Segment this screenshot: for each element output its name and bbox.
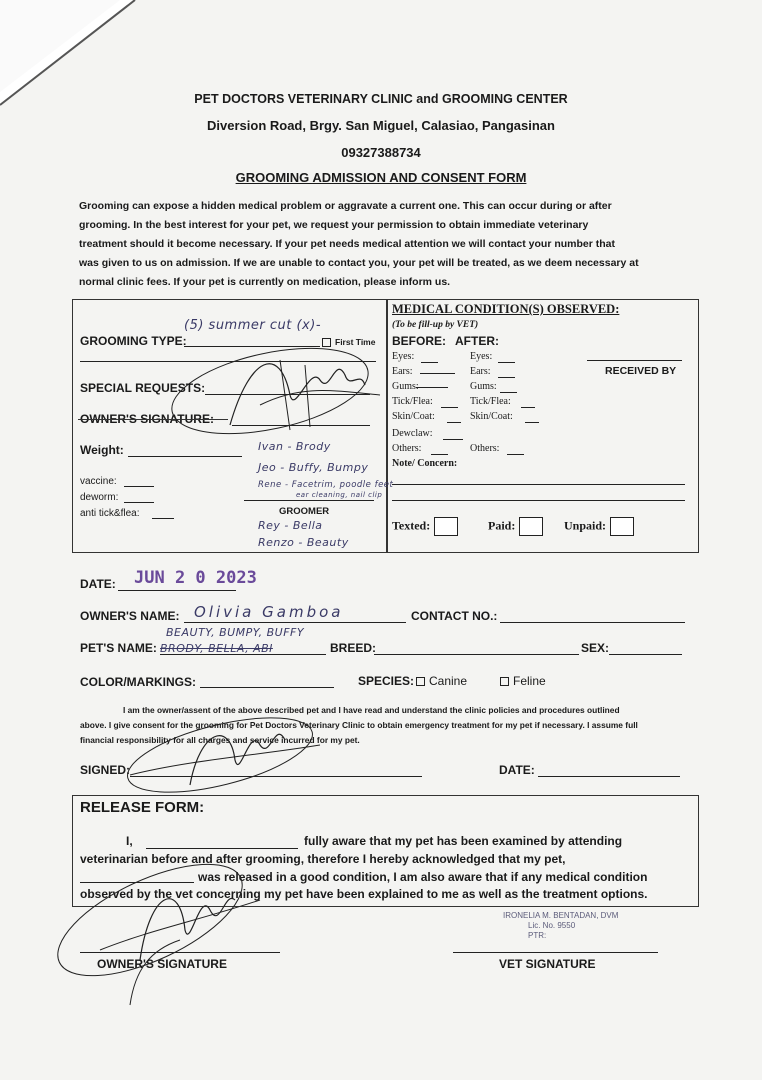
release-title: RELEASE FORM: [80, 799, 205, 816]
texted-checkbox[interactable] [392, 517, 458, 536]
species-label: SPECIES: [358, 674, 415, 688]
paid-label: Paid: [488, 518, 516, 533]
weight-note: ear cleaning, nail clip [296, 491, 383, 499]
cond-before: Gums: [392, 381, 419, 392]
consent-line: financial responsibility for all charges and service incurred for my pet. [80, 735, 360, 745]
date-stamp: JUN 2 0 2023 [134, 568, 257, 588]
vet-stamp-line: PTR: [528, 931, 547, 940]
owner-name-label: OWNER'S NAME: [80, 609, 180, 623]
cond-after: Skin/Coat: [470, 411, 513, 422]
weight-note: Rene - Facetrim, poodle feet [258, 480, 394, 490]
anti-tick-label: anti tick&flea: [80, 508, 140, 519]
deworm-label: deworm: [80, 492, 119, 503]
cond-before: Tick/Flea: [392, 396, 433, 407]
color-label: COLOR/MARKINGS: [80, 675, 196, 689]
medical-subtitle: (To be fill-up by VET) [392, 320, 479, 330]
vet-stamp [503, 911, 618, 941]
weight-note: Jeo - Buffy, Bumpy [258, 461, 369, 474]
cond-after: Eyes: [470, 351, 493, 362]
cond-before: Skin/Coat: [392, 411, 435, 422]
texted-box[interactable] [434, 517, 458, 536]
unpaid-checkbox[interactable] [564, 517, 634, 536]
special-requests-label: SPECIAL REQUESTS: [80, 381, 206, 395]
unpaid-label: Unpaid: [564, 518, 607, 533]
paid-box[interactable] [519, 517, 543, 536]
vaccine-label: vaccine: [80, 476, 117, 487]
cond-before: Others: [392, 443, 422, 454]
release-line4: observed by the vet concerning my pet have been explained to me as well as the treatment options. [80, 887, 648, 901]
intro-paragraph [79, 197, 686, 292]
release-i: I, [126, 834, 133, 848]
grooming-type-label: GROOMING TYPE: [80, 334, 187, 348]
vet-signature-caption: VET SIGNATURE [499, 957, 596, 971]
cond-before: Eyes: [392, 351, 415, 362]
cond-after: Tick/Flea: [470, 396, 511, 407]
clinic-name: PET DOCTORS VETERINARY CLINIC and GROOMING CENTER [194, 92, 568, 106]
intro-line: Grooming can expose a hidden medical problem or aggravate a current one. This can occur during or after [79, 200, 612, 212]
sex-label: SEX: [581, 641, 610, 655]
received-by-label: RECEIVED BY [605, 365, 677, 377]
date-label: DATE: [80, 577, 116, 591]
note-label: Note/ Concern: [392, 458, 458, 469]
canine-label: Canine [429, 674, 468, 688]
cond-after: Gums: [470, 381, 497, 392]
canine-option[interactable] [416, 674, 467, 688]
texted-label: Texted: [392, 518, 431, 533]
before-label: BEFORE: [392, 334, 446, 348]
unpaid-box[interactable] [610, 517, 634, 536]
vet-stamp-line: IRONELIA M. BENTADAN, DVM [503, 911, 619, 920]
feline-option[interactable] [500, 674, 546, 688]
clinic-address: Diversion Road, Brgy. San Miguel, Calasiao, Pangasinan [207, 118, 555, 133]
release-line1-text: fully aware that my pet has been examined by attending [304, 834, 623, 848]
intro-line: treatment should it become necessary. If your pet needs medical attention we will contact your number that [79, 238, 616, 250]
form-title: GROOMING ADMISSION AND CONSENT FORM [235, 170, 527, 185]
pet-name-label: PET'S NAME: [80, 641, 157, 655]
contact-label: CONTACT NO.: [411, 609, 498, 623]
breed-label: BREED: [330, 641, 377, 655]
feline-box[interactable] [500, 677, 509, 686]
cond-before: Ears: [392, 366, 413, 377]
weight-label: Weight: [80, 443, 124, 457]
vet-stamp-line: Lic. No. 9550 [528, 921, 576, 930]
release-line2: veterinarian before and after grooming, therefore I hereby acknowledged that my pet, [80, 852, 566, 866]
feline-label: Feline [513, 674, 546, 688]
owner-name-value: Olivia Gamboa [194, 603, 344, 621]
owner-signature-label: OWNER'S SIGNATURE: [80, 412, 214, 426]
signed-label: SIGNED: [80, 763, 131, 777]
grooming-type-value: (5) summer cut (x)- [184, 318, 322, 333]
signature-scribble-mid [110, 700, 330, 800]
owner-signature-caption: OWNER'S SIGNATURE [97, 957, 227, 971]
consent-line: above. I give consent for the grooming for Pet Doctors Veterinary Clinic to obtain emergency treatment for my pet if necessary. I assume full [80, 720, 638, 730]
pet-name-value: BRODY, BELLA, ABI [160, 642, 273, 655]
groomer-label: GROOMER [279, 506, 330, 517]
paid-checkbox[interactable] [488, 517, 543, 536]
after-label: AFTER: [455, 334, 499, 348]
intro-line: normal clinic fees. If your pet is currently on medication, please inform us. [79, 276, 451, 288]
release-line3: was released in a good condition, I am also aware that if any medical condition [198, 870, 648, 884]
signature-scribble-bottom [40, 830, 270, 1010]
first-time-label: First Time [335, 337, 376, 347]
consent-line: I am the owner/assent of the above described pet and I have read and understand the clinic policies and procedures outlined [123, 705, 620, 715]
cond-after: Others: [470, 443, 500, 454]
signature-scribble-top [160, 335, 400, 455]
cond-after: Ears: [470, 366, 491, 377]
intro-line: was given to us on admission. If we are unable to contact you, your pet will be treated, as we deem necessary at [79, 257, 639, 269]
weight-note: Ivan - Brody [258, 440, 331, 453]
groomer-entry: Renzo - Beauty [258, 536, 349, 549]
groomer-entry: Rey - Bella [258, 519, 323, 532]
medical-title: MEDICAL CONDITION(S) OBSERVED: [392, 302, 620, 316]
clinic-phone: 09327388734 [341, 145, 421, 160]
pet-name-above: BEAUTY, BUMPY, BUFFY [166, 626, 305, 639]
date2-label: DATE: [499, 763, 535, 777]
canine-box[interactable] [416, 677, 425, 686]
cond-before: Dewclaw: [392, 428, 433, 439]
intro-line: grooming. In the best interest for your pet, we request your permission to obtain immediate veterinary [79, 219, 589, 231]
